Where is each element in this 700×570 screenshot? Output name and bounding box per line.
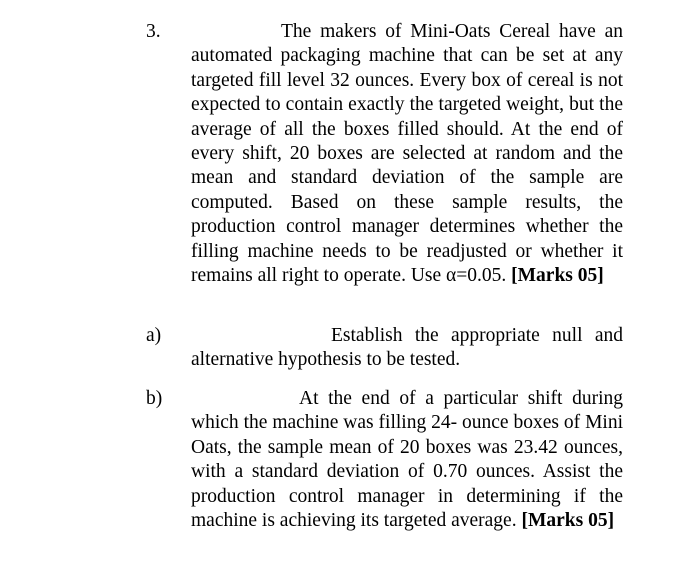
question-number: 3. xyxy=(146,21,161,42)
part-a-text-block xyxy=(191,324,623,373)
part-a-text: Establish the appropriate null and alternative hypothesis to be tested. xyxy=(191,325,623,371)
question-marks: [Marks 05] xyxy=(511,265,604,287)
part-b-text: At the end of a particular shift during which the machine was filling 24- ounce boxes of Mini Oats, the sample mean of 20 boxes was 23.42 ounces, with a standard deviation of 0.70 ounces. Assist the production control manager in determining if the machine is achieving its targeted average. xyxy=(191,388,623,532)
part-b-marks: [Marks 05] xyxy=(521,510,615,532)
question-text: The makers of Mini-Oats Cereal have an automated packaging machine that can be set at any targeted fill level 32 ounces. Every box of cereal is not expected to contain exactly the targeted weight, but the average of all the boxes filled should. At the end of every shift, 20 boxes are selected at random and the mean and standard deviation of the sample are computed. Based on these sample results, the production control manager determines whether the filling machine needs to be readjusted or whether it remains all right to operate. Use α=0.05. xyxy=(191,21,623,287)
part-b-label: b) xyxy=(146,388,163,409)
part-b-text-block xyxy=(191,387,623,533)
question-text-block xyxy=(191,20,623,288)
part-a-label: a) xyxy=(146,325,162,346)
